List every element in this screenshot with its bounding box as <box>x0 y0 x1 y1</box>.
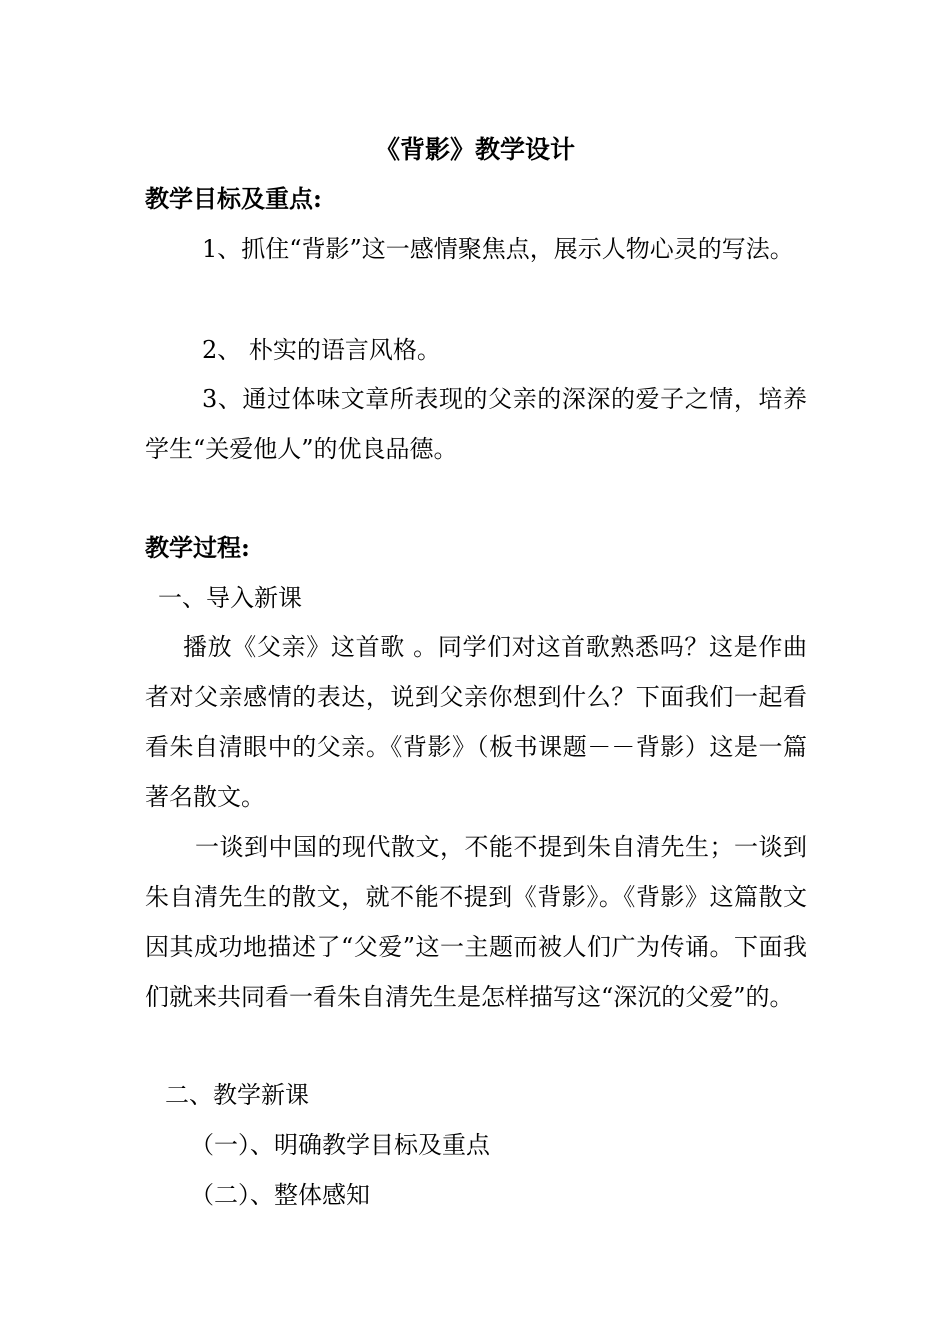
objectives-heading: 教学目标及重点: <box>145 184 322 213</box>
section2-item-1: （一）、明确教学目标及重点 <box>190 1131 490 1159</box>
objective-item-3: 3、通过体味文章所表现的父亲的深深的爱子之情，培养学生“关爱他人”的优良品德。 <box>145 385 807 463</box>
section2-heading: 二、教学新课 <box>165 1081 309 1109</box>
objective-item-2: 2、 朴实的语言风格。 <box>202 336 441 364</box>
document-title: 《背影》教学设计 <box>374 135 575 164</box>
section1-paragraph-1: 播放《父亲》这首歌 。同学们对这首歌熟悉吗？这是作曲者对父亲感情的表达，说到父亲你想到什么？下面我们一起看看朱自清眼中的父亲。《背影》（板书课题－－背影）这是一篇著名散文。 <box>145 633 807 811</box>
section1-heading: 一、导入新课 <box>158 584 302 612</box>
process-heading: 教学过程: <box>145 533 250 562</box>
section1-paragraph-2: 一谈到中国的现代散文，不能不提到朱自清先生；一谈到朱自清先生的散文，就不能不提到《背影》。《背影》这篇散文因其成功地描述了“父爱”这一主题而被人们广为传诵。下面我们就来共同看一看朱自清先生是怎样描写这“深沉的父爱”的。 <box>145 833 807 1011</box>
objective-item-1: 1、抓住“背影”这一感情聚焦点，展示人物心灵的写法。 <box>202 235 794 263</box>
section2-item-2: （二）、整体感知 <box>190 1181 370 1209</box>
